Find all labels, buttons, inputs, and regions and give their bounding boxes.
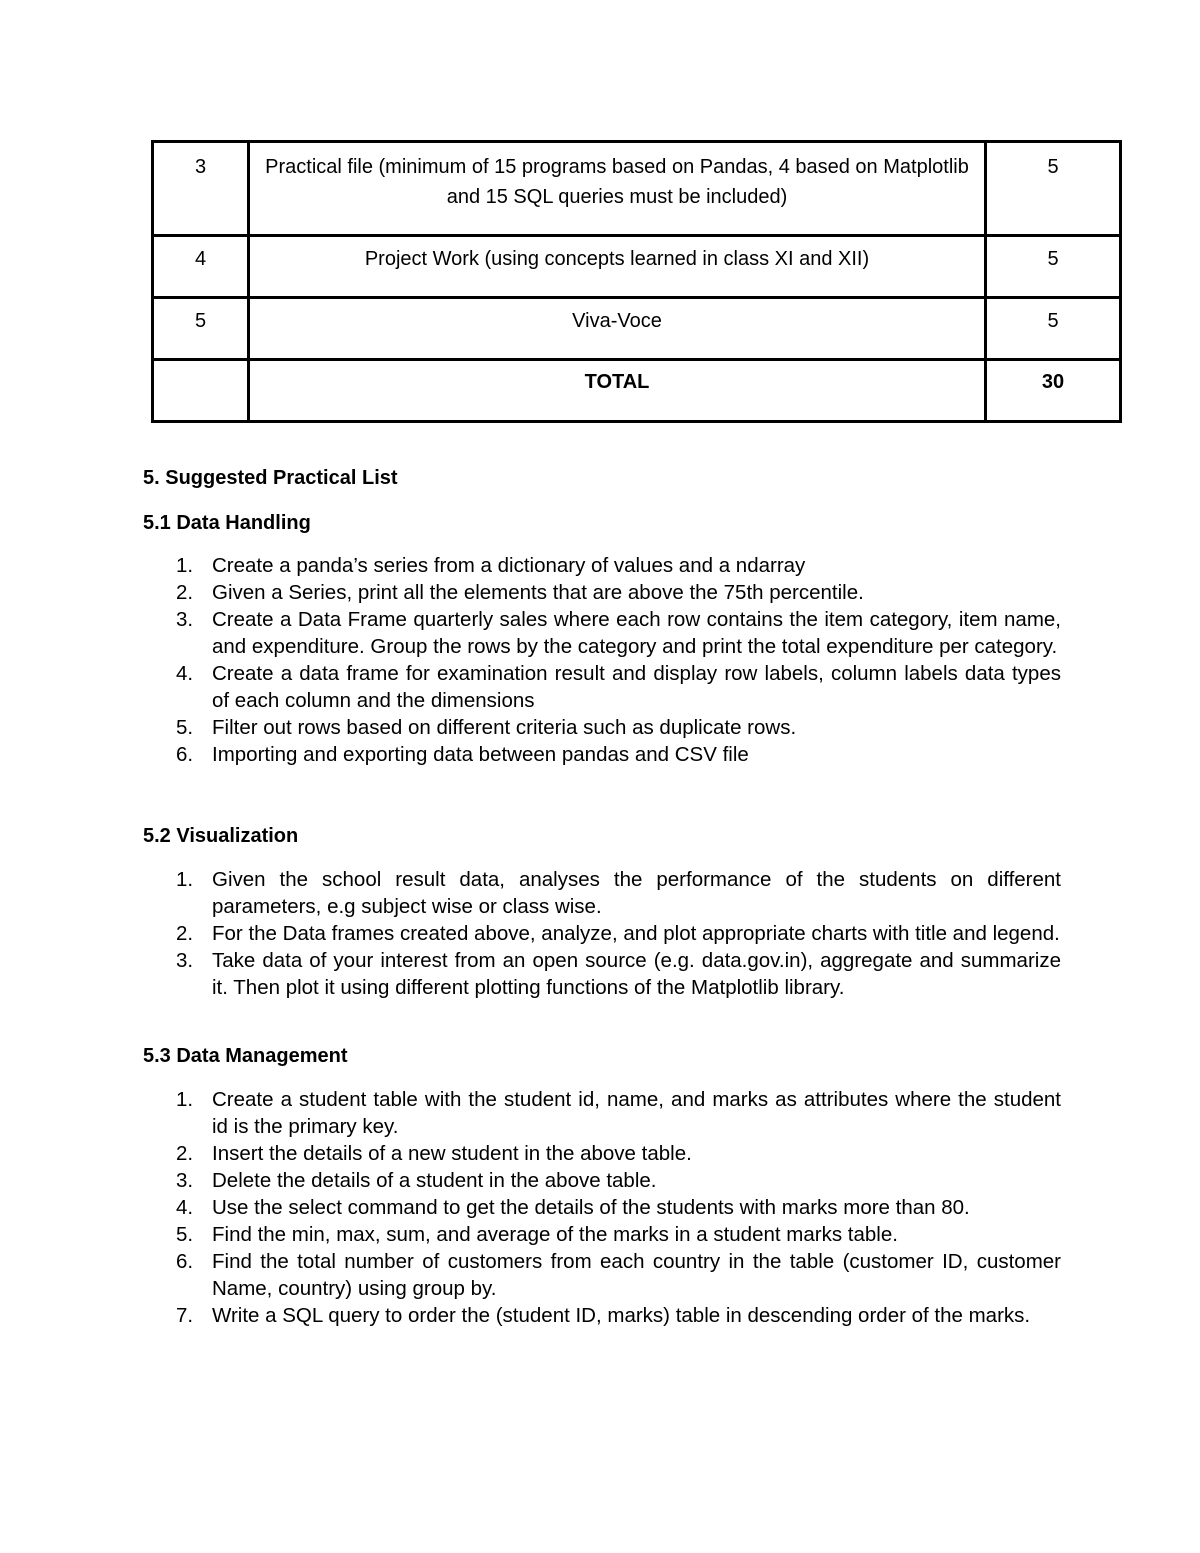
list-item: 3. Create a Data Frame quarterly sales where each row contains the item category, item name, and expenditure. Group the rows by the category and print the total expenditure per category. <box>176 608 1061 658</box>
data-management-heading: 5.3 Data Management <box>143 1045 348 1067</box>
total-row <box>153 360 1121 422</box>
section-title: 5. Suggested Practical List <box>143 467 398 489</box>
total-marks: 30 <box>986 360 1121 422</box>
table-row <box>153 142 1121 236</box>
list-item: 1. Given the school result data, analyses the performance of the students on different parameters, e.g subject wise or class wise. <box>176 868 1061 918</box>
list-item: 5. Filter out rows based on different criteria such as duplicate rows. <box>176 716 797 739</box>
marks-cell: 5 <box>986 298 1121 360</box>
visualization-heading: 5.2 Visualization <box>143 825 299 847</box>
list-item: 1. Create a panda’s series from a dictionary of values and a ndarray <box>176 554 806 577</box>
list-item: 1. Create a student table with the student id, name, and marks as attributes where the student id is the primary key. <box>176 1088 1061 1138</box>
list-item: 4. Create a data frame for examination result and display row labels, column labels data types of each column and the dimensions <box>176 662 1061 712</box>
marks-cell: 5 <box>986 142 1121 236</box>
marks-cell: 5 <box>986 236 1121 298</box>
data-handling-heading: 5.1 Data Handling <box>143 512 311 534</box>
sno-cell: 3 <box>153 142 249 236</box>
list-item: 4. Use the select command to get the details of the students with marks more than 80. <box>176 1196 970 1219</box>
sno-cell <box>153 360 249 422</box>
list-item: 2. For the Data frames created above, analyze, and plot appropriate charts with title and legend. <box>176 922 1060 945</box>
table-row <box>153 236 1121 298</box>
total-label: TOTAL <box>249 360 986 422</box>
data-handling-list <box>166 552 1061 768</box>
assessment-table <box>151 140 1122 423</box>
description-cell: Viva-Voce <box>249 298 986 360</box>
list-item: 6. Importing and exporting data between pandas and CSV file <box>176 743 749 766</box>
description-cell: Practical file (minimum of 15 programs based on Pandas, 4 based on Matplotlib and 15 SQL queries must be included) <box>249 142 986 236</box>
list-item: 3. Delete the details of a student in the above table. <box>176 1169 657 1192</box>
list-item: 2. Given a Series, print all the elements that are above the 75th percentile. <box>176 581 864 604</box>
list-item: 7. Write a SQL query to order the (student ID, marks) table in descending order of the marks. <box>176 1304 1031 1327</box>
table-row <box>153 298 1121 360</box>
list-item: 5. Find the min, max, sum, and average of the marks in a student marks table. <box>176 1223 898 1246</box>
data-management-list <box>166 1086 1061 1329</box>
visualization-list <box>166 866 1061 1001</box>
description-cell: Project Work (using concepts learned in class XI and XII) <box>249 236 986 298</box>
list-item: 2. Insert the details of a new student in the above table. <box>176 1142 692 1165</box>
sno-cell: 5 <box>153 298 249 360</box>
list-item: 6. Find the total number of customers from each country in the table (customer ID, customer Name, country) using group by. <box>176 1250 1061 1300</box>
sno-cell: 4 <box>153 236 249 298</box>
list-item: 3. Take data of your interest from an open source (e.g. data.gov.in), aggregate and summarize it. Then plot it using different plotting functions of the Matplotlib library. <box>176 949 1061 999</box>
